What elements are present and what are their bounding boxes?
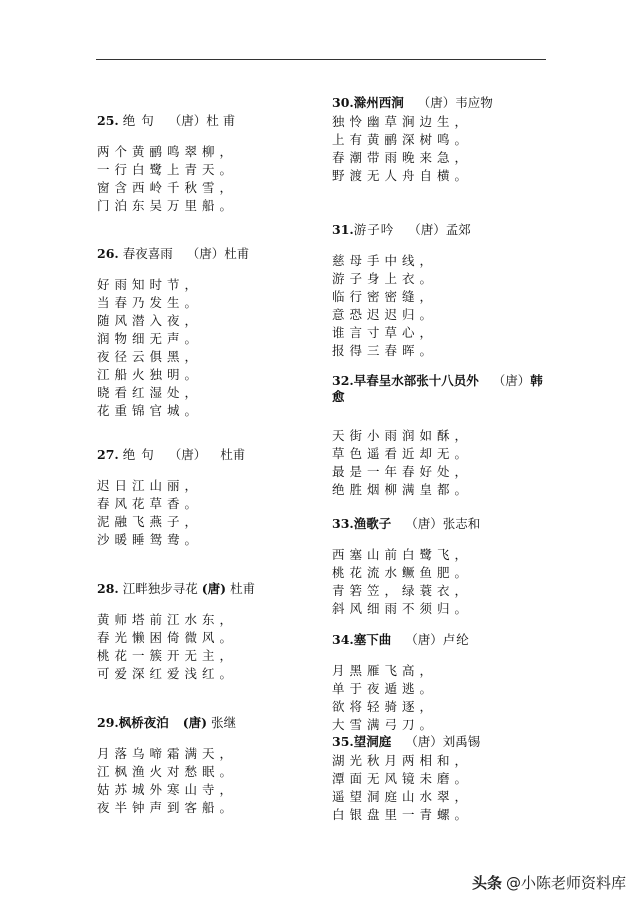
poem-line: 春光懒困倚微风。 [97, 630, 238, 645]
poem-line: 一行白鹭上青天。 [97, 162, 238, 177]
poem-line: 月落乌啼霜满天， [97, 746, 238, 761]
poem-number: 28. [97, 581, 119, 596]
poem-line: 泥融飞燕子， [97, 514, 203, 529]
poem-lines [97, 276, 327, 420]
poem-name: 滁州西涧 [353, 95, 404, 110]
poem-author: 孟郊 [445, 222, 471, 237]
poem-line: 当春乃发生。 [97, 295, 203, 310]
poem-line: 意恐迟迟归。 [332, 307, 438, 322]
poem-28 [97, 581, 327, 683]
poem-author: 韩愈 [332, 373, 543, 404]
poem-author: 刘禹锡 [442, 734, 481, 749]
poem-line: 最是一年春好处， [332, 464, 473, 479]
poem-dynasty: （唐） [168, 113, 207, 128]
poem-line: 窗含西岭千秋雪， [97, 180, 238, 195]
poem-dynasty: （唐） [408, 222, 446, 237]
poem-34 [332, 632, 562, 734]
poem-number: 32. [332, 373, 354, 388]
poem-number: 30. [332, 95, 354, 110]
poem-number: 34. [332, 632, 354, 647]
poem-author: 张继 [211, 715, 237, 730]
poem-lines [332, 252, 562, 360]
poem-line: 上有黄鹂深树鸣。 [332, 132, 473, 147]
poem-number: 35. [332, 734, 354, 749]
poem-line: 好雨知时节， [97, 277, 203, 292]
poem-35 [332, 734, 562, 824]
poem-line: 潭面无风镜未磨。 [332, 771, 473, 786]
poem-title [97, 113, 327, 129]
poem-title [97, 581, 327, 597]
poem-title [332, 632, 562, 648]
poem-name: 江畔独步寻花 [122, 581, 198, 596]
poem-line: 大雪满弓刀。 [332, 717, 438, 732]
watermark-handle: @小陈老师资料库 [505, 874, 626, 892]
poem-lines [332, 662, 562, 734]
header-rule [96, 59, 546, 60]
poem-line: 夜半钟声到客船。 [97, 800, 238, 815]
poem-dynasty: (唐) [182, 715, 208, 730]
poem-author: 杜甫 [224, 246, 250, 261]
poem-line: 游子身上衣。 [332, 271, 438, 286]
poem-line: 天街小雨润如酥， [332, 428, 473, 443]
poem-dynasty: (唐) [201, 581, 227, 596]
poem-number: 25. [97, 113, 119, 128]
poem-dynasty: （唐） [405, 632, 443, 647]
poem-line: 欲将轻骑逐， [332, 699, 438, 714]
poem-line: 夜径云俱黑， [97, 349, 203, 364]
poem-name: 绝 句 [122, 447, 155, 462]
poem-line: 江枫渔火对愁眠。 [97, 764, 238, 779]
poem-line: 单于夜遁逃。 [332, 681, 438, 696]
poem-line: 桃花一簇开无主， [97, 648, 238, 663]
poem-line: 门泊东吴万里船。 [97, 198, 238, 213]
poem-lines [97, 611, 327, 683]
poem-line: 沙暖睡鸳鸯。 [97, 532, 203, 547]
poem-line: 草色遥看近却无。 [332, 446, 473, 461]
poem-title [332, 734, 562, 750]
poem-line: 黄师塔前江水东， [97, 612, 238, 627]
poem-32 [332, 373, 562, 499]
poem-dynasty: （唐） [168, 447, 207, 462]
poem-title [97, 715, 327, 731]
poem-lines [97, 477, 327, 549]
poem-30 [332, 95, 562, 185]
poem-dynasty: （唐） [417, 95, 456, 110]
poem-title [332, 222, 562, 238]
poem-31 [332, 222, 562, 360]
poem-lines [97, 745, 327, 817]
poem-33 [332, 516, 562, 618]
poem-line: 迟日江山丽， [97, 478, 203, 493]
poem-line: 野渡无人舟自横。 [332, 168, 473, 183]
poem-line: 青箬笠，绿蓑衣， [332, 583, 473, 598]
poem-line: 绝胜烟柳满皇都。 [332, 482, 473, 497]
poem-name: 塞下曲 [353, 632, 392, 647]
poem-title [332, 95, 562, 111]
poem-lines [332, 546, 562, 618]
poem-number: 29. [97, 715, 119, 730]
poem-line: 月黑雁飞高， [332, 663, 438, 678]
poem-lines [97, 143, 327, 215]
poem-author: 韦应物 [455, 95, 493, 110]
watermark [472, 872, 626, 893]
poem-line: 姑苏城外寒山寺， [97, 782, 238, 797]
poem-line: 随风潜入夜， [97, 313, 203, 328]
poem-line: 可爱深红爱浅红。 [97, 666, 238, 681]
poem-27 [97, 447, 327, 549]
poem-line: 湖光秋月两相和， [332, 753, 473, 768]
poem-line: 春风花草香。 [97, 496, 203, 511]
poem-line: 斜风细雨不须归。 [332, 601, 473, 616]
poem-title [97, 447, 327, 463]
poem-number: 33. [332, 516, 354, 531]
poem-name: 春夜喜雨 [122, 246, 173, 261]
poem-title [332, 516, 562, 532]
poem-line: 两个黄鹂鸣翠柳， [97, 144, 238, 159]
poem-26 [97, 246, 327, 420]
poem-dynasty: （唐） [186, 246, 225, 261]
poem-title [97, 246, 327, 262]
poem-title [332, 373, 550, 405]
poem-line: 春潮带雨晚来急， [332, 150, 473, 165]
poem-name: 绝 句 [122, 113, 155, 128]
poem-name: 望洞庭 [353, 734, 392, 749]
poem-author: 杜甫 [230, 581, 256, 596]
poem-line: 独怜幽草涧边生， [332, 114, 473, 129]
poem-line: 遥望洞庭山水翠， [332, 789, 473, 804]
poem-line: 润物细无声。 [97, 331, 203, 346]
watermark-brand: 头条 [471, 874, 502, 892]
poem-lines [332, 427, 562, 499]
poem-name: 游子吟 [353, 222, 395, 237]
poem-line: 桃花流水鳜鱼肥。 [332, 565, 473, 580]
poem-author: 杜 甫 [206, 113, 236, 128]
poem-name: 渔歌子 [353, 516, 392, 531]
poem-line: 西塞山前白鹭飞， [332, 547, 473, 562]
poem-author: 张志和 [442, 516, 481, 531]
poem-line: 花重锦官城。 [97, 403, 203, 418]
poem-lines [332, 113, 562, 185]
poem-29 [97, 715, 327, 817]
poem-author: 卢纶 [442, 632, 470, 647]
poem-number: 27. [97, 447, 119, 462]
poem-dynasty: （唐） [492, 373, 531, 388]
poem-line: 报得三春晖。 [332, 343, 438, 358]
poem-author: 杜甫 [220, 447, 246, 462]
poem-line: 白银盘里一青螺。 [332, 807, 473, 822]
poem-name: 枫桥夜泊 [118, 715, 169, 730]
poem-line: 晓看红湿处， [97, 385, 203, 400]
poem-number: 31. [332, 222, 354, 237]
poem-name: 早春呈水部张十八员外 [353, 373, 479, 388]
poem-line: 临行密密缝， [332, 289, 438, 304]
poem-lines [332, 752, 562, 824]
poem-line: 江船火独明。 [97, 367, 203, 382]
poem-dynasty: （唐） [405, 734, 443, 749]
poem-dynasty: （唐） [405, 516, 443, 531]
poem-25 [97, 113, 327, 215]
poem-line: 谁言寸草心， [332, 325, 438, 340]
poem-line: 慈母手中线， [332, 253, 438, 268]
poem-number: 26. [97, 246, 119, 261]
